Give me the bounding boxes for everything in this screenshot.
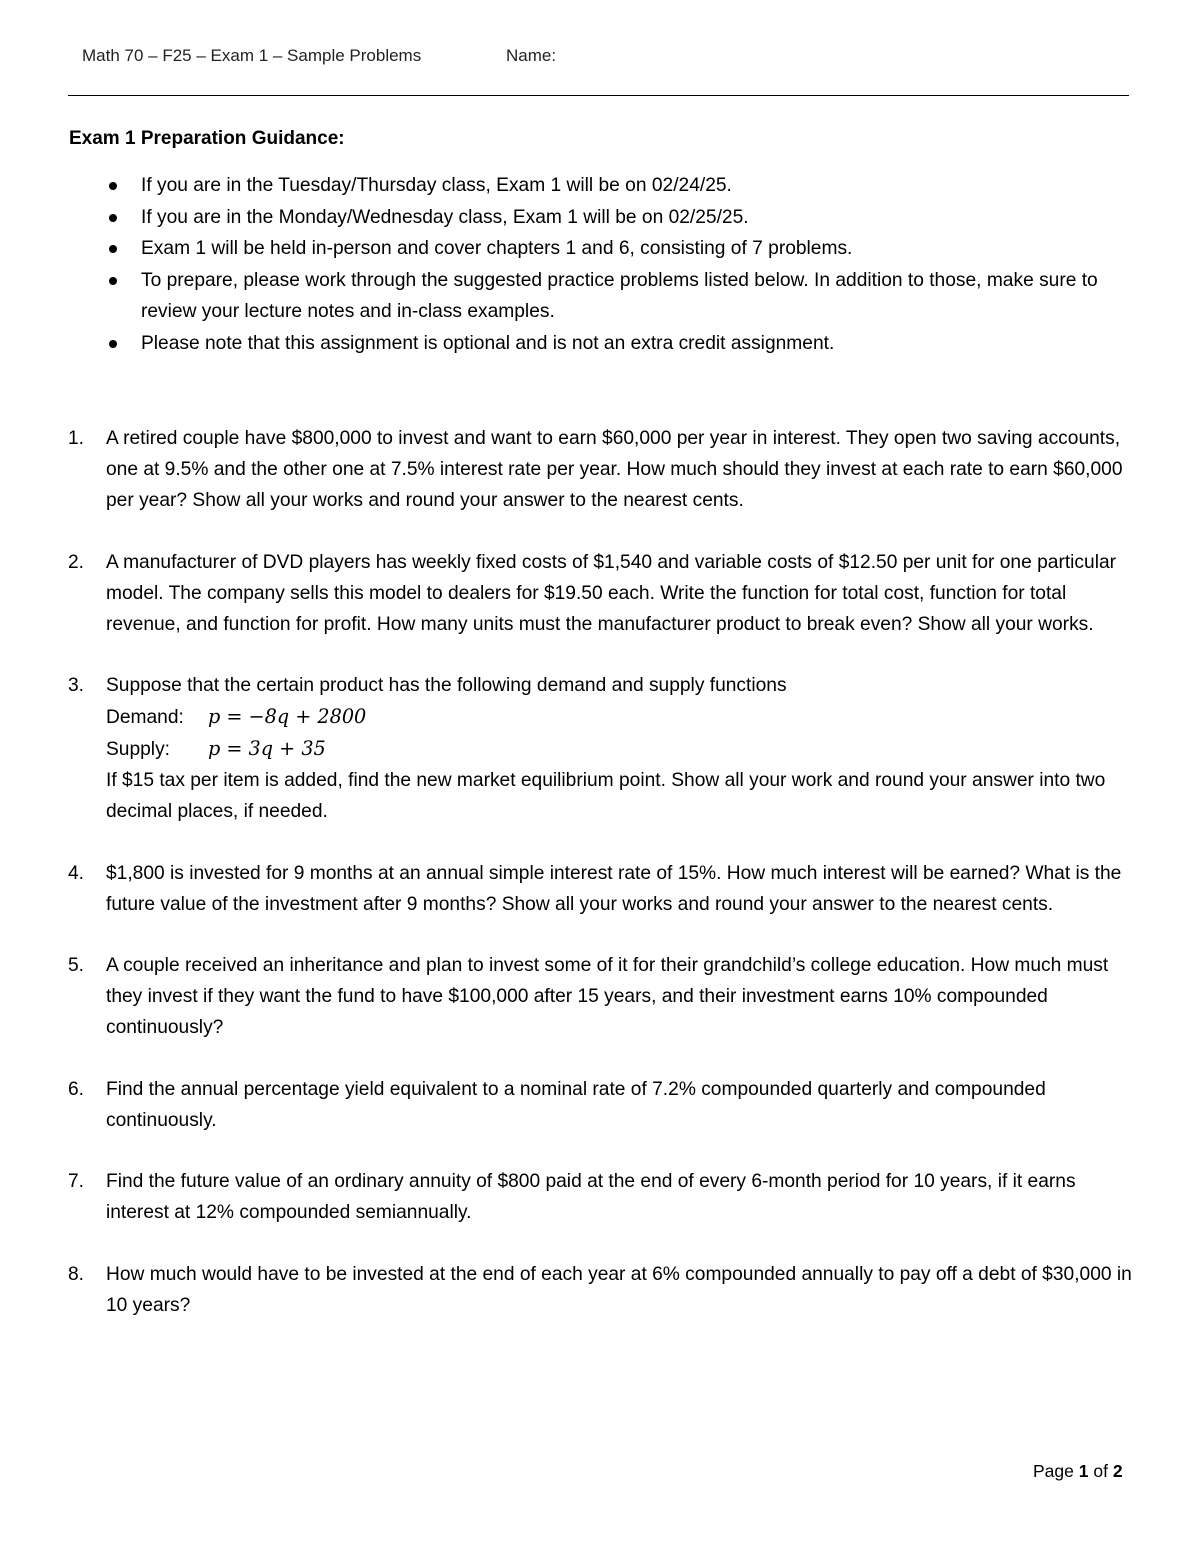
problem-number: 2. bbox=[68, 551, 85, 573]
problem-number: 4. bbox=[68, 862, 85, 884]
footer-of-word: of bbox=[1093, 1461, 1108, 1481]
guidance-item-text: Exam 1 will be held in-person and cover chapters 1 and 6, consisting of 7 problems. bbox=[141, 238, 853, 259]
problem-number: 8. bbox=[68, 1263, 85, 1285]
problem-text: $1,800 is invested for 9 months at an annual simple interest rate of 15%. How much interest will be earned? What is the future value of the investment after 9 months? Show all your works and round your answer to the nearest cents. bbox=[106, 862, 1122, 915]
footer-page-word: Page bbox=[1033, 1461, 1074, 1481]
footer-page-current: 1 bbox=[1078, 1461, 1089, 1481]
problem-item bbox=[68, 670, 1138, 827]
demand-label: Demand: bbox=[106, 707, 184, 728]
problem-text: Find the future value of an ordinary annuity of $800 paid at the end of every 6-month period for 10 years, if it earns interest at 12% compounded semiannually. bbox=[106, 1171, 1076, 1223]
footer-page-total: 2 bbox=[1112, 1461, 1123, 1481]
problem-text: Find the annual percentage yield equivalent to a nominal rate of 7.2% compounded quarterly and compounded continuously. bbox=[106, 1078, 1046, 1131]
guidance-item bbox=[103, 328, 1113, 360]
guidance-item bbox=[103, 233, 1113, 265]
page-footer bbox=[1033, 1461, 1123, 1482]
problem-item bbox=[68, 950, 1138, 1043]
bullet-icon bbox=[109, 214, 117, 222]
header-rule bbox=[68, 95, 1129, 96]
guidance-item bbox=[103, 265, 1113, 328]
problem-number: 1. bbox=[68, 428, 85, 449]
supply-line bbox=[106, 733, 1138, 765]
problem-text: A retired couple have $800,000 to invest and want to earn $60,000 per year in interest. They open two saving accounts, one at 9.5% and the other one at 7.5% interest rate per year. How much should they invest at each rate to earn $60,000 per year? Show all your works and round your answer to the nearest cents. bbox=[106, 428, 1123, 511]
problem-list bbox=[68, 423, 1138, 1351]
guidance-item-text: If you are in the Tuesday/Thursday class, Exam 1 will be on 02/24/25. bbox=[141, 175, 732, 196]
problem-number: 5. bbox=[68, 955, 85, 976]
bullet-icon bbox=[109, 340, 117, 348]
bullet-icon bbox=[109, 245, 117, 253]
supply-label: Supply: bbox=[106, 739, 170, 760]
problem-item bbox=[68, 858, 1138, 920]
problem-item bbox=[68, 1259, 1138, 1321]
problem-text: A couple received an inheritance and plan to invest some of it for their grandchild’s college education. How much must they invest if they want the fund to have $100,000 after 15 years, and their investment earns 10% compounded continuously? bbox=[106, 955, 1109, 1038]
bullet-icon bbox=[109, 277, 117, 285]
problem-number: 6. bbox=[68, 1078, 85, 1100]
guidance-item bbox=[103, 170, 1113, 202]
guidance-item-text: To prepare, please work through the suggested practice problems listed below. In addition to those, make sure to review your lecture notes and in-class examples. bbox=[141, 269, 1098, 322]
bullet-icon bbox=[109, 182, 117, 190]
problem-text: If $15 tax per item is added, find the new market equilibrium point. Show all your work and round your answer into two decimal places, if needed. bbox=[106, 770, 1106, 822]
problem-intro: Suppose that the certain product has the following demand and supply functions bbox=[106, 675, 787, 696]
name-label: Name: bbox=[506, 46, 557, 65]
page-header bbox=[82, 46, 557, 66]
guidance-item-text: Please note that this assignment is optional and is not an extra credit assignment. bbox=[141, 332, 835, 354]
problem-item bbox=[68, 1166, 1138, 1228]
demand-equation: p = −8q + 2800 bbox=[208, 705, 367, 728]
problem-text: A manufacturer of DVD players has weekly fixed costs of $1,540 and variable costs of $12.50 per unit for one particular model. The company sells this model to dealers for $19.50 each. Write the function for total cost, function for total revenue, and function for profit. How many units must the manufacturer product to break even? Show all your works. bbox=[106, 551, 1117, 635]
problem-number: 3. bbox=[68, 675, 85, 696]
problem-item bbox=[68, 1074, 1138, 1136]
problem-item bbox=[68, 547, 1138, 640]
guidance-item-text: If you are in the Monday/Wednesday class, Exam 1 will be on 02/25/25. bbox=[141, 206, 749, 228]
supply-equation: p = 3q + 35 bbox=[208, 737, 326, 760]
problem-number: 7. bbox=[68, 1171, 85, 1192]
header-title: Math 70 – F25 – Exam 1 – Sample Problems bbox=[82, 46, 422, 65]
problem-item bbox=[68, 423, 1138, 516]
problem-text: How much would have to be invested at the end of each year at 6% compounded annually to pay off a debt of $30,000 in 10 years? bbox=[106, 1263, 1132, 1316]
guidance-list bbox=[103, 170, 1113, 359]
guidance-item bbox=[103, 202, 1113, 234]
guidance-title: Exam 1 Preparation Guidance: bbox=[69, 128, 345, 149]
demand-line bbox=[106, 701, 1138, 733]
